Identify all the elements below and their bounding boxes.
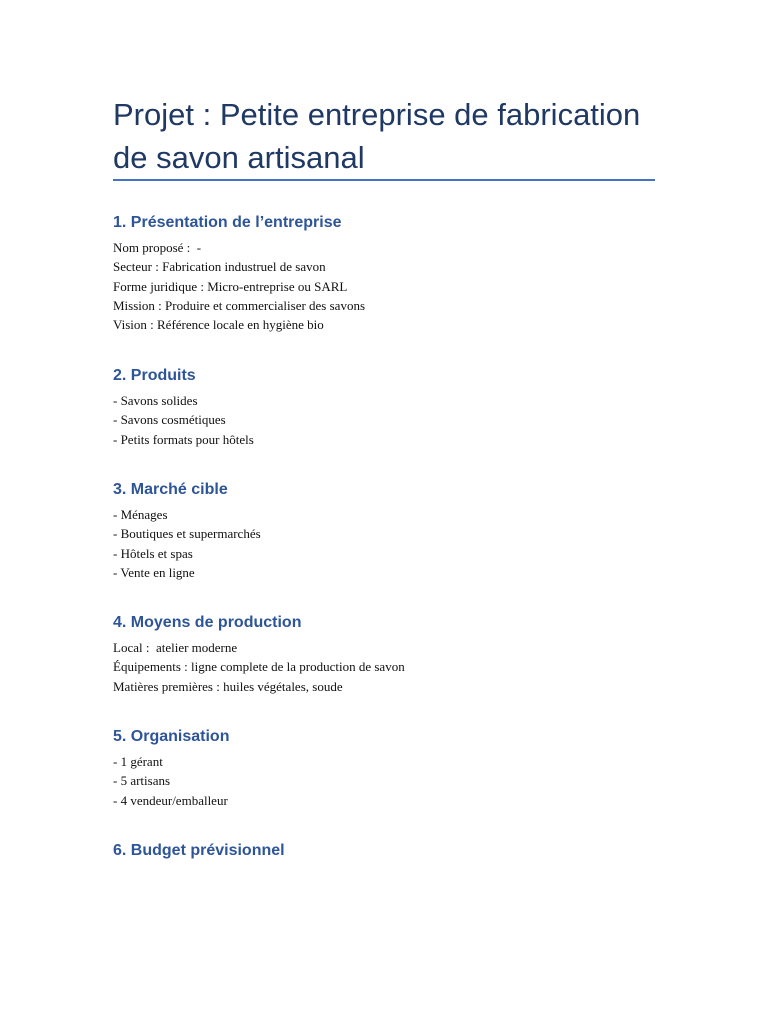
list-item: - Boutiques et supermarchés <box>113 526 261 542</box>
list-item: - Vente en ligne <box>113 564 195 580</box>
section-heading: 3. Marché cible <box>113 481 228 498</box>
section-lines <box>113 391 673 449</box>
text-line: Forme juridique : Micro-entreprise ou SARL <box>113 278 348 294</box>
text-line: Mission : Produire et commercialiser des savons <box>113 297 366 313</box>
title-block <box>113 93 658 179</box>
title-underline <box>113 179 655 181</box>
list-item: - Hôtels et spas <box>113 545 193 561</box>
section-marche-cible <box>113 480 673 582</box>
text-line: Nom proposé : - <box>113 240 202 255</box>
document-title: Projet : Petite entreprise de fabrication de savon artisanal <box>113 97 641 175</box>
list-item: - Ménages <box>113 507 168 522</box>
list-item: - Savons solides <box>113 393 198 408</box>
section-budget <box>113 841 673 866</box>
list-item: - 5 artisans <box>113 773 171 789</box>
section-heading: 6. Budget prévisionnel <box>113 842 285 859</box>
section-lines <box>113 505 673 582</box>
list-item: - Petits formats pour hôtels <box>113 431 254 447</box>
list-item: - 4 vendeur/emballeur <box>113 792 228 808</box>
text-line: Secteur : Fabrication industruel de savon <box>113 259 326 275</box>
section-heading: 1. Présentation de l’entreprise <box>113 214 342 231</box>
section-lines <box>113 752 673 810</box>
list-item: - 1 gérant <box>113 754 163 769</box>
text-line: Matières premières : huiles végétales, soude <box>113 678 343 694</box>
section-organisation <box>113 727 673 810</box>
section-lines <box>113 238 673 334</box>
section-moyens-production <box>113 613 673 696</box>
text-line: Local : atelier moderne <box>113 640 238 655</box>
section-lines <box>113 638 673 696</box>
section-produits <box>113 366 673 449</box>
text-line: Équipements : ligne complete de la production de savon <box>113 659 405 675</box>
text-line: Vision : Référence locale en hygiène bio <box>113 317 324 333</box>
section-heading: 2. Produits <box>113 367 196 384</box>
list-item: - Savons cosmétiques <box>113 412 226 428</box>
section-heading: 5. Organisation <box>113 728 230 745</box>
section-presentation <box>113 213 673 334</box>
section-heading: 4. Moyens de production <box>113 614 302 631</box>
